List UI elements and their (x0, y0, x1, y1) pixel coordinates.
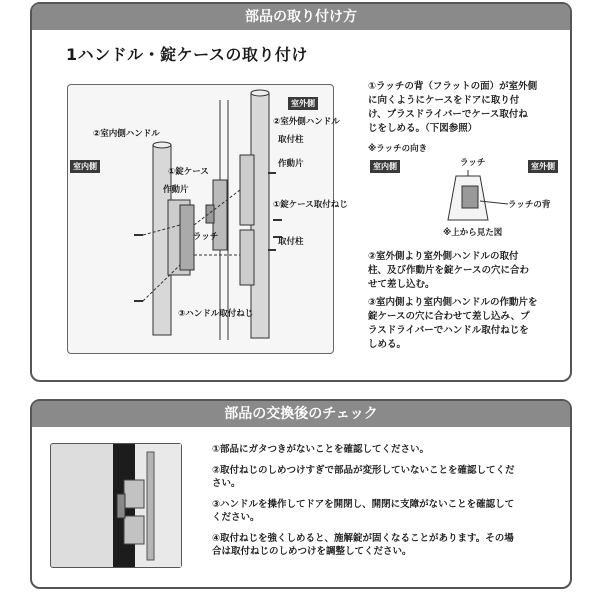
latch-outdoor-tag: 室外側 (528, 160, 558, 173)
check-item-2: ②取付ねじのしめつけすぎで部品が変形していないことを確認してくだ さい。 (212, 465, 515, 489)
installed-handle-illustration (51, 444, 181, 567)
step-2-text: ②室外側より室外側ハンドルの取付 柱、及び作動片を錠ケースの穴に合わ せて差し込む。 (368, 251, 530, 290)
outdoor-side-tag: 室外側 (288, 97, 318, 110)
installation-header: 部品の取り付け方 (32, 4, 570, 30)
latch-orientation-title: ※ラッチの向き (368, 144, 428, 154)
mounting-post-top-label: 取付柱 (278, 135, 304, 145)
step-1 (368, 80, 568, 136)
indoor-side-tag: 室内側 (70, 160, 100, 173)
check-item-3: ③ハンドルを操作してドアを開閉し、開閉に支障がないことを確認して ください。 (212, 499, 515, 523)
step-1-text: ①ラッチの背（フラットの面）が室外側 に向くようにケースをドアに取り付 け、プラスドライバーでケース取付ね じをしめる。（下図参照） (368, 81, 538, 134)
checklist (212, 443, 552, 566)
installation-panel (30, 2, 572, 382)
handle-screw-label: ③ハンドル取付ねじ (178, 309, 254, 319)
actuator-left-label: 作動片 (163, 185, 189, 195)
check-item-1: ①部品にガタつきがないことを確認してください。 (212, 444, 430, 455)
indoor-handle-label: ②室内側ハンドル (93, 129, 160, 139)
latch-indoor-tag: 室内側 (370, 160, 400, 173)
check-item-4: ④取付ねじを強くしめると、施解錠が固くなることがあります。その場 合は取付ねじのしめつけを調整してください。 (212, 533, 514, 557)
section-title: 1ハンドル・錠ケースの取り付け (66, 45, 308, 64)
step-3-text: ③室内側より室内側ハンドルの作動片を 錠ケースの穴に合わせて差し込み、プ ラスドライバーでハンドル取付ねじを しめる。 (368, 297, 538, 350)
latch-top-label: ラッチ (460, 158, 486, 168)
actuator-right-label: 作動片 (278, 159, 304, 169)
check-diagram (50, 443, 182, 568)
check-header: 部品の交換後のチェック (32, 401, 570, 427)
lock-case-label: ①錠ケース (168, 167, 209, 177)
latch-back-label: ラッチの背 (508, 200, 551, 210)
step-3 (368, 296, 573, 352)
latch-orientation-diagram (368, 156, 568, 238)
lock-case-screw-label: ①錠ケース取付ねじ (273, 200, 348, 210)
outdoor-handle-label: ②室外側ハンドル (273, 117, 340, 127)
latch-top-view-illustration (368, 156, 568, 226)
mounting-post-bottom-label: 取付柱 (278, 237, 304, 247)
post-replacement-check-panel (30, 399, 572, 589)
latch-label: ラッチ (193, 232, 219, 242)
step-2 (368, 250, 573, 292)
top-view-label: ※上から見た図 (443, 228, 503, 238)
installation-diagram (67, 84, 348, 354)
